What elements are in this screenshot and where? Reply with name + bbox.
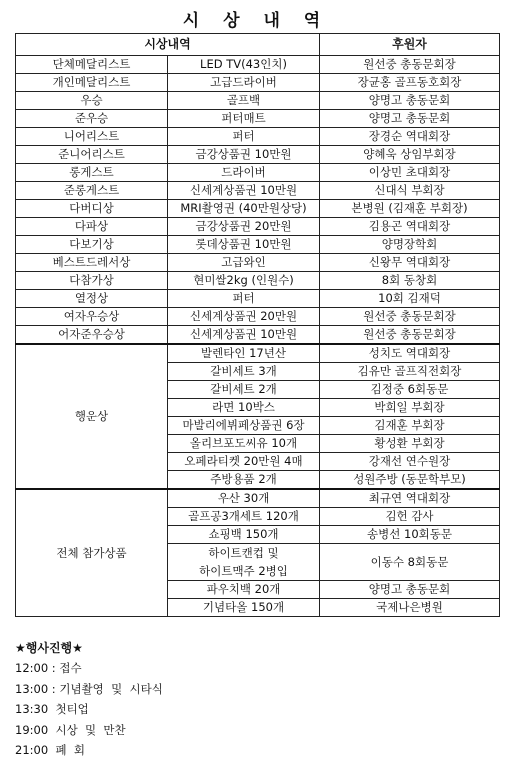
sponsor-name: 양명고 총동문회 — [320, 110, 500, 128]
sponsor-name: 장균홍 골프동호회장 — [320, 74, 500, 92]
schedule-separator: : — [48, 681, 60, 696]
prize-item: 롯데상품권 10만원 — [168, 236, 320, 254]
header-award-details: 시상내역 — [16, 34, 320, 56]
award-name: 니어리스트 — [16, 128, 168, 146]
sponsor-name: 성치도 역대회장 — [320, 344, 500, 363]
event-schedule — [15, 638, 495, 761]
schedule-title: ★행사진행★ — [15, 641, 83, 655]
prize-item — [168, 544, 320, 581]
sponsor-name: 양명고 총동문회 — [320, 581, 500, 599]
sponsor-name: 양혜욱 상임부회장 — [320, 146, 500, 164]
award-row — [16, 74, 500, 92]
award-name: 다파상 — [16, 218, 168, 236]
sponsor-name: 이상민 초대회장 — [320, 164, 500, 182]
schedule-item — [15, 699, 495, 720]
award-row — [16, 164, 500, 182]
prize-item: 골프공3개세트 120개 — [168, 508, 320, 526]
award-name: 열정상 — [16, 290, 168, 308]
sponsor-name: 김재훈 부회장 — [320, 417, 500, 435]
award-name: 우승 — [16, 92, 168, 110]
header-sponsor: 후원자 — [320, 34, 500, 56]
sponsor-name: 원선중 총동문회장 — [320, 56, 500, 74]
prize-item: 고급드라이버 — [168, 74, 320, 92]
awards-table — [15, 33, 500, 617]
award-row — [16, 200, 500, 218]
schedule-time: 21:00 — [15, 743, 49, 757]
prize-item: 쇼핑백 150개 — [168, 526, 320, 544]
award-row — [16, 92, 500, 110]
award-row — [16, 218, 500, 236]
award-name: 준우승 — [16, 110, 168, 128]
prize-item: 신세계상품권 10만원 — [168, 326, 320, 345]
award-row — [16, 182, 500, 200]
table-header-row — [16, 34, 500, 56]
schedule-time: 13:30 — [15, 702, 49, 716]
award-row — [16, 272, 500, 290]
prize-item: 골프백 — [168, 92, 320, 110]
prize-item: 갈비세트 2개 — [168, 381, 320, 399]
award-name: 개인메달리스트 — [16, 74, 168, 92]
prize-item: 드라이버 — [168, 164, 320, 182]
schedule-event: 접수 — [59, 661, 82, 675]
award-row — [16, 236, 500, 254]
award-name: 다보기상 — [16, 236, 168, 254]
prize-item: 금강상품권 10만원 — [168, 146, 320, 164]
prize-item: LED TV(43인치) — [168, 56, 320, 74]
award-row — [16, 110, 500, 128]
prize-item-line: 하이트캔컵 및 — [208, 546, 279, 560]
prize-item: 기념타올 150개 — [168, 599, 320, 617]
sponsor-name: 황성환 부회장 — [320, 435, 500, 453]
award-name: 롱게스트 — [16, 164, 168, 182]
award-row — [16, 56, 500, 74]
award-row — [16, 128, 500, 146]
prize-item: 주방용품 2개 — [168, 471, 320, 490]
schedule-event: 기념촬영 및 시타식 — [59, 681, 163, 696]
prize-item: 신세계상품권 10만원 — [168, 182, 320, 200]
award-row — [16, 146, 500, 164]
sponsor-name: 김유만 골프직전회장 — [320, 363, 500, 381]
schedule-time: 19:00 — [15, 722, 49, 737]
schedule-event: 첫티업 — [55, 702, 89, 716]
sponsor-name: 성원주방 (동문학부모) — [320, 471, 500, 490]
prize-item: 현미쌀2kg (인원수) — [168, 272, 320, 290]
prize-item: 라면 10박스 — [168, 399, 320, 417]
award-name: 단체메달리스트 — [16, 56, 168, 74]
sponsor-name: 국제나은병원 — [320, 599, 500, 617]
participation-prize-row — [16, 489, 500, 508]
participation-prize-label: 전체 참가상품 — [16, 489, 168, 617]
sponsor-name: 강재선 연수원장 — [320, 453, 500, 471]
sponsor-name: 원선중 총동문회장 — [320, 326, 500, 345]
schedule-item — [15, 658, 495, 679]
schedule-item — [15, 720, 495, 741]
prize-item: 퍼터 — [168, 290, 320, 308]
sponsor-name: 송병선 10회동문 — [320, 526, 500, 544]
prize-item: 금강상품권 20만원 — [168, 218, 320, 236]
award-row — [16, 326, 500, 345]
sponsor-name: 박희일 부회장 — [320, 399, 500, 417]
award-row — [16, 290, 500, 308]
prize-item: 갈비세트 3개 — [168, 363, 320, 381]
schedule-time: 12:00 — [15, 661, 49, 675]
award-name: 어자준우승상 — [16, 326, 168, 345]
sponsor-name: 10회 김재덕 — [320, 290, 500, 308]
prize-item: 신세계상품권 20만원 — [168, 308, 320, 326]
prize-item: 파우치백 20개 — [168, 581, 320, 599]
sponsor-name: 양명장학회 — [320, 236, 500, 254]
sponsor-name: 김헌 감사 — [320, 508, 500, 526]
sponsor-name: 신대식 부회장 — [320, 182, 500, 200]
sponsor-name: 신왕무 역대회장 — [320, 254, 500, 272]
award-name: 다참가상 — [16, 272, 168, 290]
schedule-separator: : — [48, 661, 60, 675]
award-row — [16, 308, 500, 326]
schedule-item — [15, 679, 495, 700]
sponsor-name: 이동수 8회동문 — [320, 544, 500, 581]
prize-item: MRI촬영권 (40만원상당) — [168, 200, 320, 218]
sponsor-name: 김정중 6회동문 — [320, 381, 500, 399]
prize-item: 올리브포도씨유 10개 — [168, 435, 320, 453]
prize-item-line: 하이트맥주 2병입 — [199, 564, 288, 578]
sponsor-name: 장경순 역대회장 — [320, 128, 500, 146]
page-title: 시 상 내 역 — [182, 11, 330, 31]
prize-item: 우산 30개 — [168, 489, 320, 508]
sponsor-name: 최규연 역대회장 — [320, 489, 500, 508]
sponsor-name: 8회 동창회 — [320, 272, 500, 290]
award-name: 베스트드레서상 — [16, 254, 168, 272]
sponsor-name: 김용곤 역대회장 — [320, 218, 500, 236]
prize-item: 마발리에뷔페상품권 6장 — [168, 417, 320, 435]
prize-item: 퍼터매트 — [168, 110, 320, 128]
award-name: 다버디상 — [16, 200, 168, 218]
schedule-event: 시상 및 만찬 — [55, 722, 126, 737]
lucky-prize-label: 행운상 — [16, 344, 168, 489]
sponsor-name: 양명고 총동문회 — [320, 92, 500, 110]
award-name: 준롱게스트 — [16, 182, 168, 200]
schedule-event: 폐 회 — [55, 743, 85, 757]
award-name: 준니어리스트 — [16, 146, 168, 164]
sponsor-name: 본병원 (김재훈 부회장) — [320, 200, 500, 218]
schedule-time: 13:00 — [15, 681, 49, 696]
lucky-prize-row — [16, 344, 500, 363]
prize-item: 퍼터 — [168, 128, 320, 146]
prize-item: 발렌타인 17년산 — [168, 344, 320, 363]
sponsor-name: 원선중 총동문회장 — [320, 308, 500, 326]
award-name: 여자우승상 — [16, 308, 168, 326]
award-row — [16, 254, 500, 272]
prize-item: 고급와인 — [168, 254, 320, 272]
prize-item: 오페라티켓 20만원 4매 — [168, 453, 320, 471]
schedule-item — [15, 740, 495, 761]
